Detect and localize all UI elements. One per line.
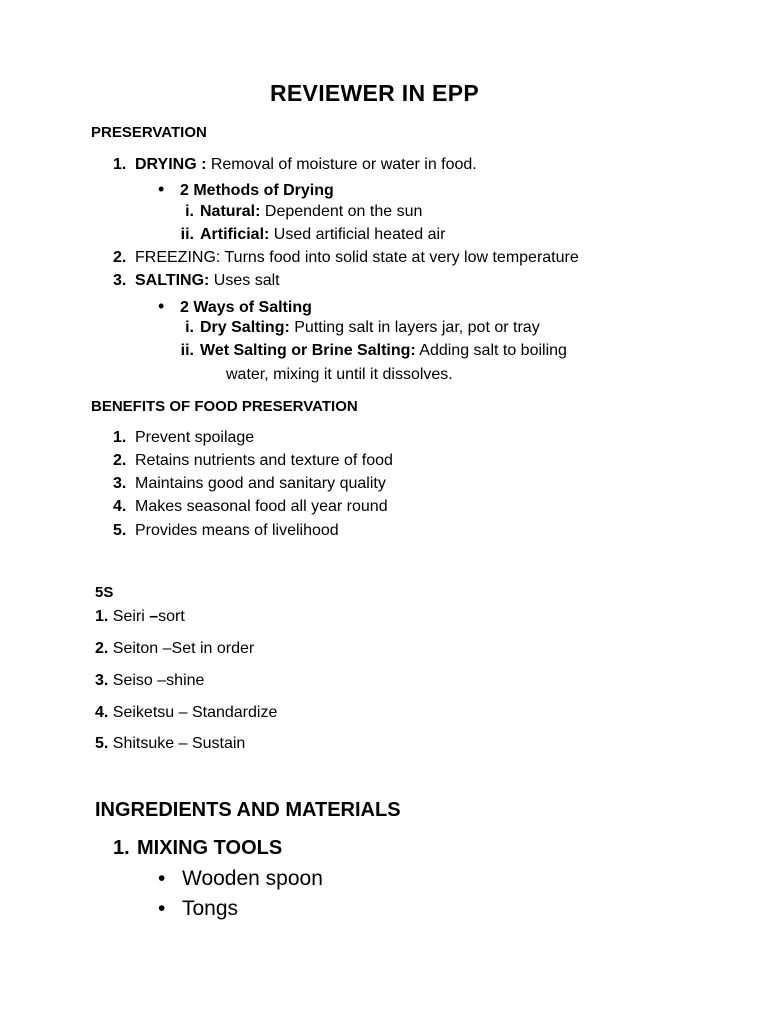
item-label: SALTING: — [135, 272, 210, 289]
benefit-item — [113, 522, 339, 540]
tool-text: Tongs — [182, 897, 239, 920]
tool-text: Wooden spoon — [182, 867, 323, 890]
salting-way-wet-continued: water, mixing it until it dissolves. — [226, 366, 453, 383]
item-dash: – — [149, 608, 159, 625]
item-number: 4. — [113, 498, 127, 515]
item-name: Seiso — [108, 672, 158, 689]
preservation-item-freezing — [113, 249, 579, 267]
item-name: Shitsuke — [108, 735, 179, 752]
item-text: Prevent spoilage — [135, 429, 255, 446]
way-text: Adding salt to boiling — [415, 342, 567, 359]
drying-method-natural — [168, 203, 422, 221]
salting-way-dry — [168, 319, 540, 337]
preservation-item-drying — [113, 156, 477, 174]
item-name: Seiri — [108, 608, 150, 625]
preservation-item-salting — [113, 272, 280, 290]
item-number: 4. — [95, 704, 109, 721]
benefit-item — [113, 452, 393, 470]
item-text: Uses salt — [209, 272, 280, 289]
sub-heading-text: MIXING TOOLS — [137, 837, 283, 859]
roman-number: i. — [185, 319, 194, 336]
benefit-item — [113, 498, 388, 516]
benefit-item — [113, 429, 254, 447]
drying-method-artificial — [168, 226, 445, 244]
item-desc: sort — [158, 608, 185, 625]
bullet-text: 2 Methods of Drying — [180, 182, 334, 199]
preservation-heading: PRESERVATION — [91, 124, 207, 141]
method-text: Dependent on the sun — [260, 203, 423, 220]
item-desc: Set in order — [171, 640, 255, 657]
roman-number: i. — [185, 203, 194, 220]
five-s-item — [95, 672, 204, 690]
bullet-text: 2 Ways of Salting — [180, 299, 312, 316]
item-desc: Standardize — [187, 704, 278, 721]
item-text: FREEZING: Turns food into solid state at very low temperature — [135, 249, 579, 266]
item-desc: Sustain — [187, 735, 246, 752]
item-number: 1. — [113, 156, 127, 173]
item-number: 2. — [95, 640, 109, 657]
item-text: Makes seasonal food all year round — [135, 498, 388, 515]
salting-way-wet — [168, 342, 567, 360]
five-s-item — [95, 640, 254, 658]
bullet-icon: • — [158, 296, 165, 316]
ingredients-heading: INGREDIENTS AND MATERIALS — [95, 799, 401, 821]
way-label: Dry Salting: — [200, 319, 290, 336]
bullet-icon: • — [158, 867, 166, 890]
sub-number: 1. — [113, 837, 130, 859]
method-label: Natural: — [200, 203, 261, 220]
roman-number: ii. — [180, 226, 194, 243]
benefit-item — [113, 475, 386, 493]
item-name: Seiton — [108, 640, 163, 657]
item-text: Retains nutrients and texture of food — [135, 452, 393, 469]
way-text: Putting salt in layers jar, pot or tray — [289, 319, 540, 336]
item-number: 2. — [113, 452, 127, 469]
item-text: Removal of moisture or water in food. — [206, 156, 477, 173]
bullet-icon: • — [158, 179, 165, 199]
item-number: 3. — [113, 272, 127, 289]
tool-item — [158, 897, 238, 921]
item-number: 3. — [113, 475, 127, 492]
item-label: DRYING : — [135, 156, 207, 173]
page-title: REVIEWER IN EPP — [270, 80, 479, 106]
item-number: 1. — [113, 429, 127, 446]
five-s-item — [95, 608, 185, 626]
item-dash: – — [162, 640, 172, 657]
item-number: 3. — [95, 672, 109, 689]
mixing-tools-heading — [113, 837, 282, 860]
method-label: Artificial: — [200, 226, 270, 243]
item-text: Provides means of livelihood — [135, 522, 339, 539]
drying-methods-bullet — [158, 179, 334, 200]
item-desc: shine — [166, 672, 205, 689]
five-s-heading: 5S — [95, 584, 114, 601]
five-s-item — [95, 704, 277, 722]
item-number: 2. — [113, 249, 127, 266]
item-dash: – — [178, 735, 188, 752]
benefits-heading: BENEFITS OF FOOD PRESERVATION — [91, 398, 358, 415]
tool-item — [158, 867, 323, 891]
item-number: 5. — [113, 522, 127, 539]
item-number: 5. — [95, 735, 109, 752]
item-number: 1. — [95, 608, 109, 625]
bullet-icon: • — [158, 897, 166, 920]
item-name: Seiketsu — [108, 704, 179, 721]
salting-ways-bullet — [158, 296, 312, 317]
roman-number: ii. — [180, 342, 194, 359]
five-s-item — [95, 735, 245, 753]
method-text: Used artificial heated air — [269, 226, 446, 243]
way-label: Wet Salting or Brine Salting: — [200, 342, 416, 359]
item-text: Maintains good and sanitary quality — [135, 475, 386, 492]
item-dash: – — [157, 672, 167, 689]
item-dash: – — [178, 704, 188, 721]
